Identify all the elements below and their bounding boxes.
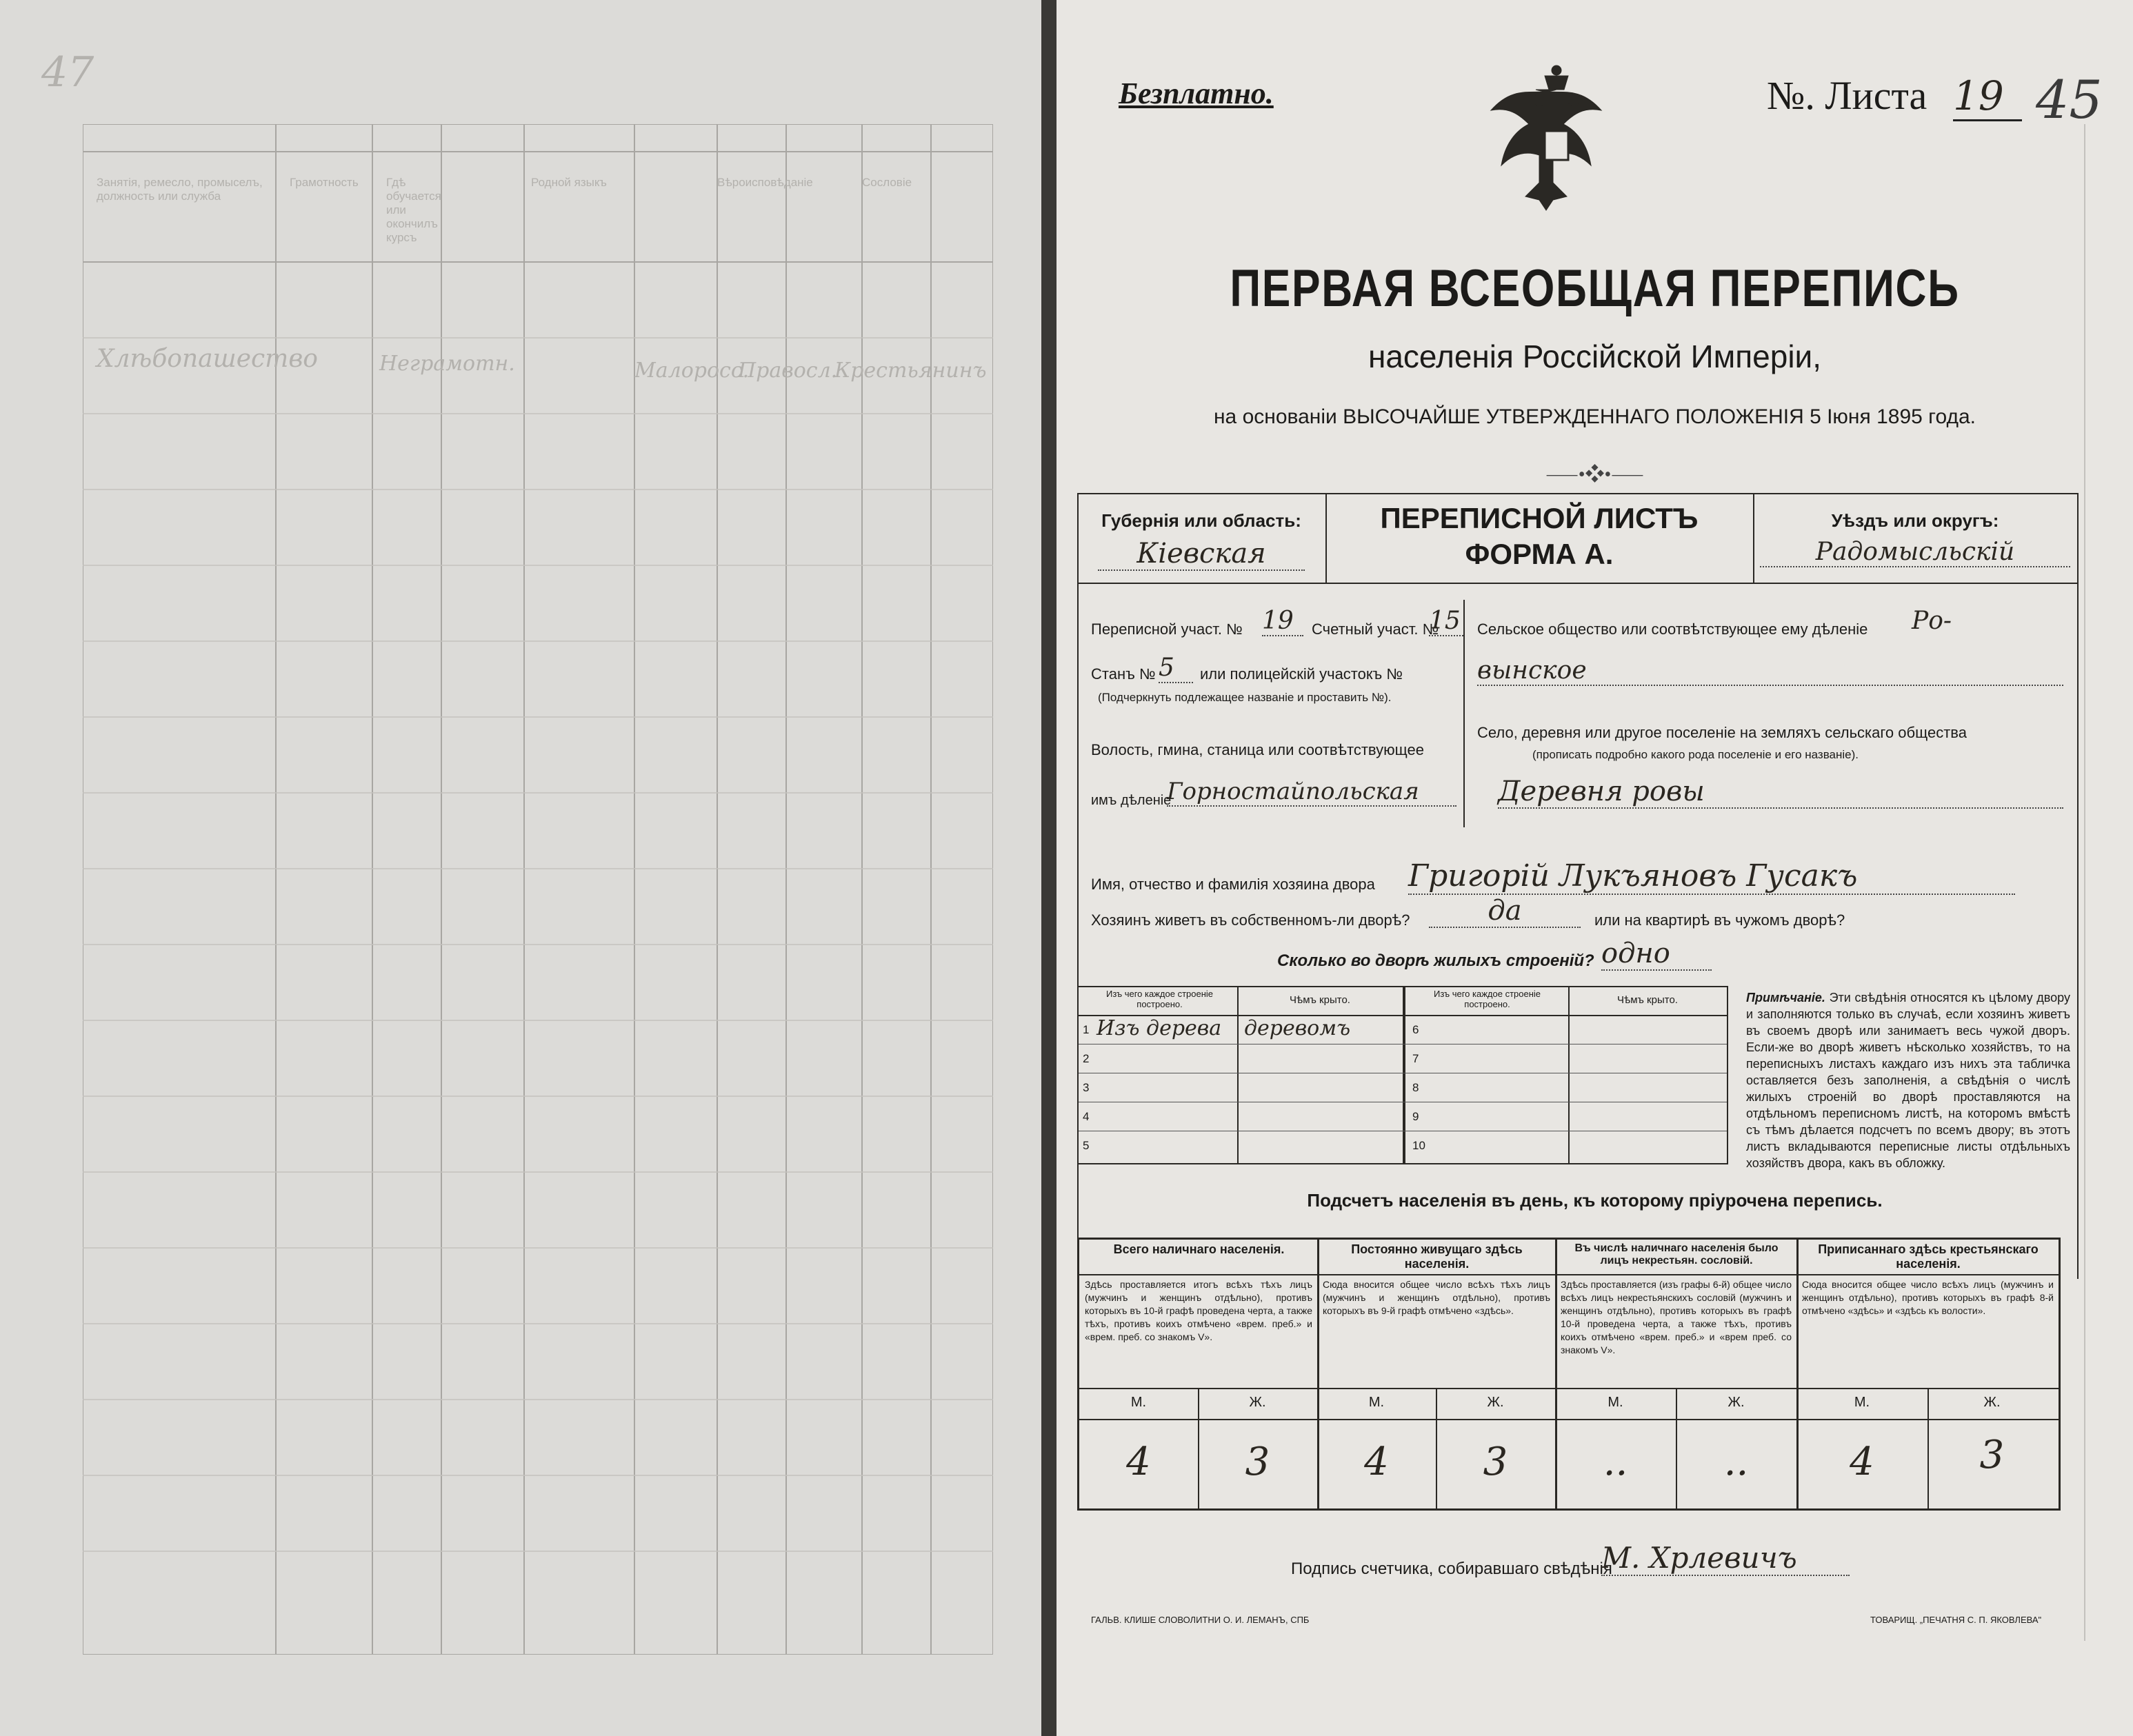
page-title: ПЕРВАЯ ВСЕОБЩАЯ ПЕРЕПИСЬ	[1230, 259, 1960, 318]
pop-m-label: М.	[1368, 1395, 1385, 1410]
pop-nonpeasant-m-value: ..	[1603, 1440, 1628, 1484]
building-row-number: 2	[1083, 1052, 1090, 1065]
pop-desc-permanent: Сюда вносится общее число всѣхъ тѣхъ лицъ (мужчинъ и женщинъ отдѣльно), противъ которыхъ въ 9-й графѣ отмѣчено «здѣсь».	[1323, 1279, 1550, 1316]
building-row-number: 4	[1083, 1110, 1090, 1123]
owner-lives-value: да	[1429, 895, 1581, 928]
form-subtitle: ФОРМА А.	[1465, 538, 1614, 570]
pop-nonpeasant-f-value: ..	[1723, 1440, 1749, 1484]
population-title: Подсчетъ населенія въ день, къ которому пріурочена перепись.	[1307, 1190, 1883, 1211]
buildings-label: Сколько во дворѣ жилыхъ строеній?	[1277, 951, 1594, 970]
left-entry-3: Малоросс.	[634, 359, 750, 383]
note-block	[1746, 989, 2070, 1171]
pop-f-label: Ж.	[1249, 1395, 1266, 1410]
imperial-eagle-icon	[1484, 62, 1629, 241]
left-entry-4: Правосл.	[738, 359, 838, 383]
pop-peasant-m-value: 4	[1850, 1440, 1874, 1484]
pop-m-label: М.	[1130, 1395, 1147, 1410]
owner-label: Имя, отчество и фамилія хозяина двора	[1091, 876, 1375, 893]
building-row-number: 1	[1083, 1023, 1090, 1036]
building-header-roof-2: Чѣмъ крыто.	[1617, 994, 1678, 1006]
right-page	[1057, 0, 2133, 1736]
left-header-5: Вѣроисповѣданіе	[717, 176, 813, 189]
sheet-no-value: 19	[1953, 72, 2022, 121]
stan-note: (Подчеркнуть подлежащее названіе и проставить №).	[1098, 691, 1392, 704]
left-header-1: Занятія, ремесло, промыселъ, должность или служба	[97, 176, 263, 203]
building-row-number: 5	[1083, 1139, 1090, 1152]
stan-label: Станъ №	[1091, 665, 1156, 683]
pop-f-label: Ж.	[1487, 1395, 1504, 1410]
pop-permanent-f-value: 3	[1483, 1440, 1508, 1484]
footer-right: ТОВАРИЩ. „ПЕЧАТНЯ С. П. ЯКОВЛЕВА"	[1870, 1615, 2042, 1625]
ornament-divider: ⸺•❖•⸺	[1545, 464, 1644, 485]
note-title: Примѣчаніе.	[1746, 991, 1825, 1005]
pop-f-label: Ж.	[1983, 1395, 2001, 1410]
footer-left: ГАЛЬВ. КЛИШЕ СЛОВОЛИТНИ О. И. ЛЕМАНЪ, СПБ	[1091, 1615, 1310, 1625]
building-row-number: 7	[1412, 1052, 1419, 1065]
pop-total-f-value: 3	[1245, 1440, 1270, 1484]
stan-suffix-label: или полицейскій участокъ №	[1200, 665, 1403, 683]
pop-m-label: М.	[1608, 1395, 1623, 1410]
owner-value: Григорій Лукъяновъ Гусакъ	[1408, 858, 2015, 895]
right-corner-number: 45	[2036, 69, 2103, 130]
pop-permanent-m-value: 4	[1364, 1440, 1389, 1484]
building-row-number: 3	[1083, 1081, 1090, 1094]
uezd-label: Уѣздъ или округъ:	[1831, 510, 1999, 531]
pop-header-permanent: Постоянно живущаго здѣсь населенія.	[1351, 1242, 1523, 1271]
sheet-no-label: №. Листа	[1767, 73, 1927, 118]
building-row-number: 9	[1412, 1110, 1419, 1123]
pop-total-m-value: 4	[1126, 1440, 1151, 1484]
left-entry-5: Крестьянинъ	[834, 359, 987, 383]
building-material-value: Изъ дерева	[1096, 1016, 1222, 1040]
gubernia-label: Губернія или область:	[1101, 510, 1301, 531]
pop-desc-nonpeasant: Здѣсь проставляется (изъ графы 6-й) общее число всѣхъ лицъ некрестьянскихъ сословій (мужчинъ и женщинъ отдѣльно), противъ которыхъ въ графѣ 10-й проведена черта, а также тѣхъ, противъ коихъ отмѣчено «врем. преб.» и «врем преб. со знакомъ V».	[1561, 1279, 1792, 1355]
census-district-value: 19	[1262, 607, 1303, 636]
pop-desc-peasant: Сюда вносится общее число всѣхъ лицъ (мужчинъ и женщинъ отдѣльно), противъ которыхъ въ графѣ 8-й отмѣчено «здѣсь» и «здѣсь къ волости».	[1802, 1279, 2054, 1316]
census-district-label: Переписной участ. №	[1091, 620, 1243, 638]
village-society-value-2: вынское	[1477, 656, 2063, 686]
signature-label: Подпись счетчика, собиравшаго свѣдѣнія	[1291, 1560, 1612, 1578]
building-table	[1077, 986, 1728, 1164]
right-edge-strip	[2084, 124, 2127, 1641]
basis-line: на основаніи ВЫСОЧАЙШЕ УТВЕРЖДЕННАГО ПОЛОЖЕНІЯ 5 Іюня 1895 года.	[1213, 405, 1976, 428]
pop-m-label: М.	[1854, 1395, 1870, 1410]
free-label: Безплатно.	[1119, 77, 1274, 110]
village-society-label: Сельское общество или соотвѣтствующее ему дѣленіе	[1477, 620, 1868, 638]
village-society-value-1: Ро-	[1912, 607, 1952, 635]
settlement-note: (прописать подробно какого рода поселеніе и его названіе).	[1532, 748, 1859, 761]
pop-header-total: Всего наличнаго населенія.	[1113, 1242, 1285, 1256]
left-page	[0, 0, 1041, 1736]
volost-value: Горностайпольская	[1167, 778, 1456, 807]
pop-header-peasant: Приписаннаго здѣсь крестьянскаго населенія.	[1818, 1242, 2039, 1271]
gubernia-value: Кіевская	[1098, 538, 1305, 571]
left-header-6: Сословіе	[862, 176, 912, 189]
pop-header-nonpeasant: Въ числѣ наличнаго населенія было лицъ некрестьян. сословій.	[1574, 1242, 1779, 1266]
stan-value: 5	[1159, 654, 1193, 683]
pop-f-label: Ж.	[1728, 1395, 1745, 1410]
page-subtitle: населенія Россійской Имперіи,	[1368, 339, 1822, 374]
building-row-number: 10	[1412, 1139, 1425, 1152]
pop-peasant-f-value: 3	[1979, 1433, 2005, 1477]
counting-district-label: Счетный участ. №	[1312, 620, 1439, 638]
left-entry-2: Неграмотн.	[379, 352, 515, 376]
note-text: Эти свѣдѣнія относятся къ цѣлому двору и заполняются только въ случаѣ, если хозяинъ живетъ въ своемъ дворѣ или занимаетъ весь чужой дворъ. Если-же во дворѣ живетъ нѣсколько хозяйствъ, то на переписныхъ листахъ каждаго изъ нихъ эта табличка оставляется безъ заполненія, а свѣдѣнія о числѣ жилыхъ строеній во дворѣ проставляются на отдѣльномъ переписномъ листѣ, на которомъ вмѣстѣ съ тѣмъ дѣлается подсчетъ по всемъ двору; въ этотъ листъ вкладываются переписные листы отдѣльныхъ хозяйствъ двора, какъ въ обложку.	[1746, 991, 2070, 1170]
signature-value: М. Хрлевичъ	[1601, 1541, 1850, 1576]
owner-lives-label-2: или на квартирѣ въ чужомъ дворѣ?	[1594, 911, 1845, 929]
building-row-number: 8	[1412, 1081, 1419, 1094]
building-row-number: 6	[1412, 1023, 1419, 1036]
uezd-value: Радомысльскій	[1760, 538, 2070, 567]
left-header-4: Родной языкъ	[531, 176, 607, 189]
owner-lives-label: Хозяинъ живетъ въ собственномъ-ли дворѣ?	[1091, 911, 1410, 929]
building-header-material-2: Изъ чего каждое строеніе построено.	[1433, 989, 1541, 1009]
volost-label-2: имъ дѣленіе	[1091, 793, 1172, 808]
volost-label-1: Волость, гмина, станица или соотвѣтствующее	[1091, 741, 1424, 758]
building-roof-value: деревомъ	[1244, 1016, 1351, 1040]
left-header-2: Грамотность	[290, 176, 359, 189]
population-table	[1077, 1238, 2061, 1511]
building-header-material-1: Изъ чего каждое строеніе построено.	[1105, 989, 1214, 1009]
counting-district-value: 15	[1429, 607, 1463, 636]
form-title: ПЕРЕПИСНОЙ ЛИСТЪ	[1380, 502, 1699, 534]
settlement-label: Село, деревня или другое поселеніе на земляхъ сельскаго общества	[1477, 724, 1967, 741]
building-header-roof-1: Чѣмъ крыто.	[1290, 994, 1350, 1006]
pop-desc-total: Здѣсь проставляется итогъ всѣхъ тѣхъ лицъ (мужчинъ и женщинъ отдѣльно), противъ которыхъ въ 10-й графѣ проведена черта, а также тѣхъ, противъ коихъ отмѣчено «врем. преб.» и «врем. преб. со знакомъ V».	[1085, 1279, 1312, 1342]
left-corner-number: 47	[41, 48, 94, 97]
left-header-3: Гдѣ обучается или окончилъ курсъ	[386, 176, 441, 244]
left-entry-1: Хлѣбопашество	[97, 345, 318, 373]
settlement-value: Деревня ровы	[1498, 776, 2063, 809]
buildings-value: одно	[1601, 938, 1712, 971]
